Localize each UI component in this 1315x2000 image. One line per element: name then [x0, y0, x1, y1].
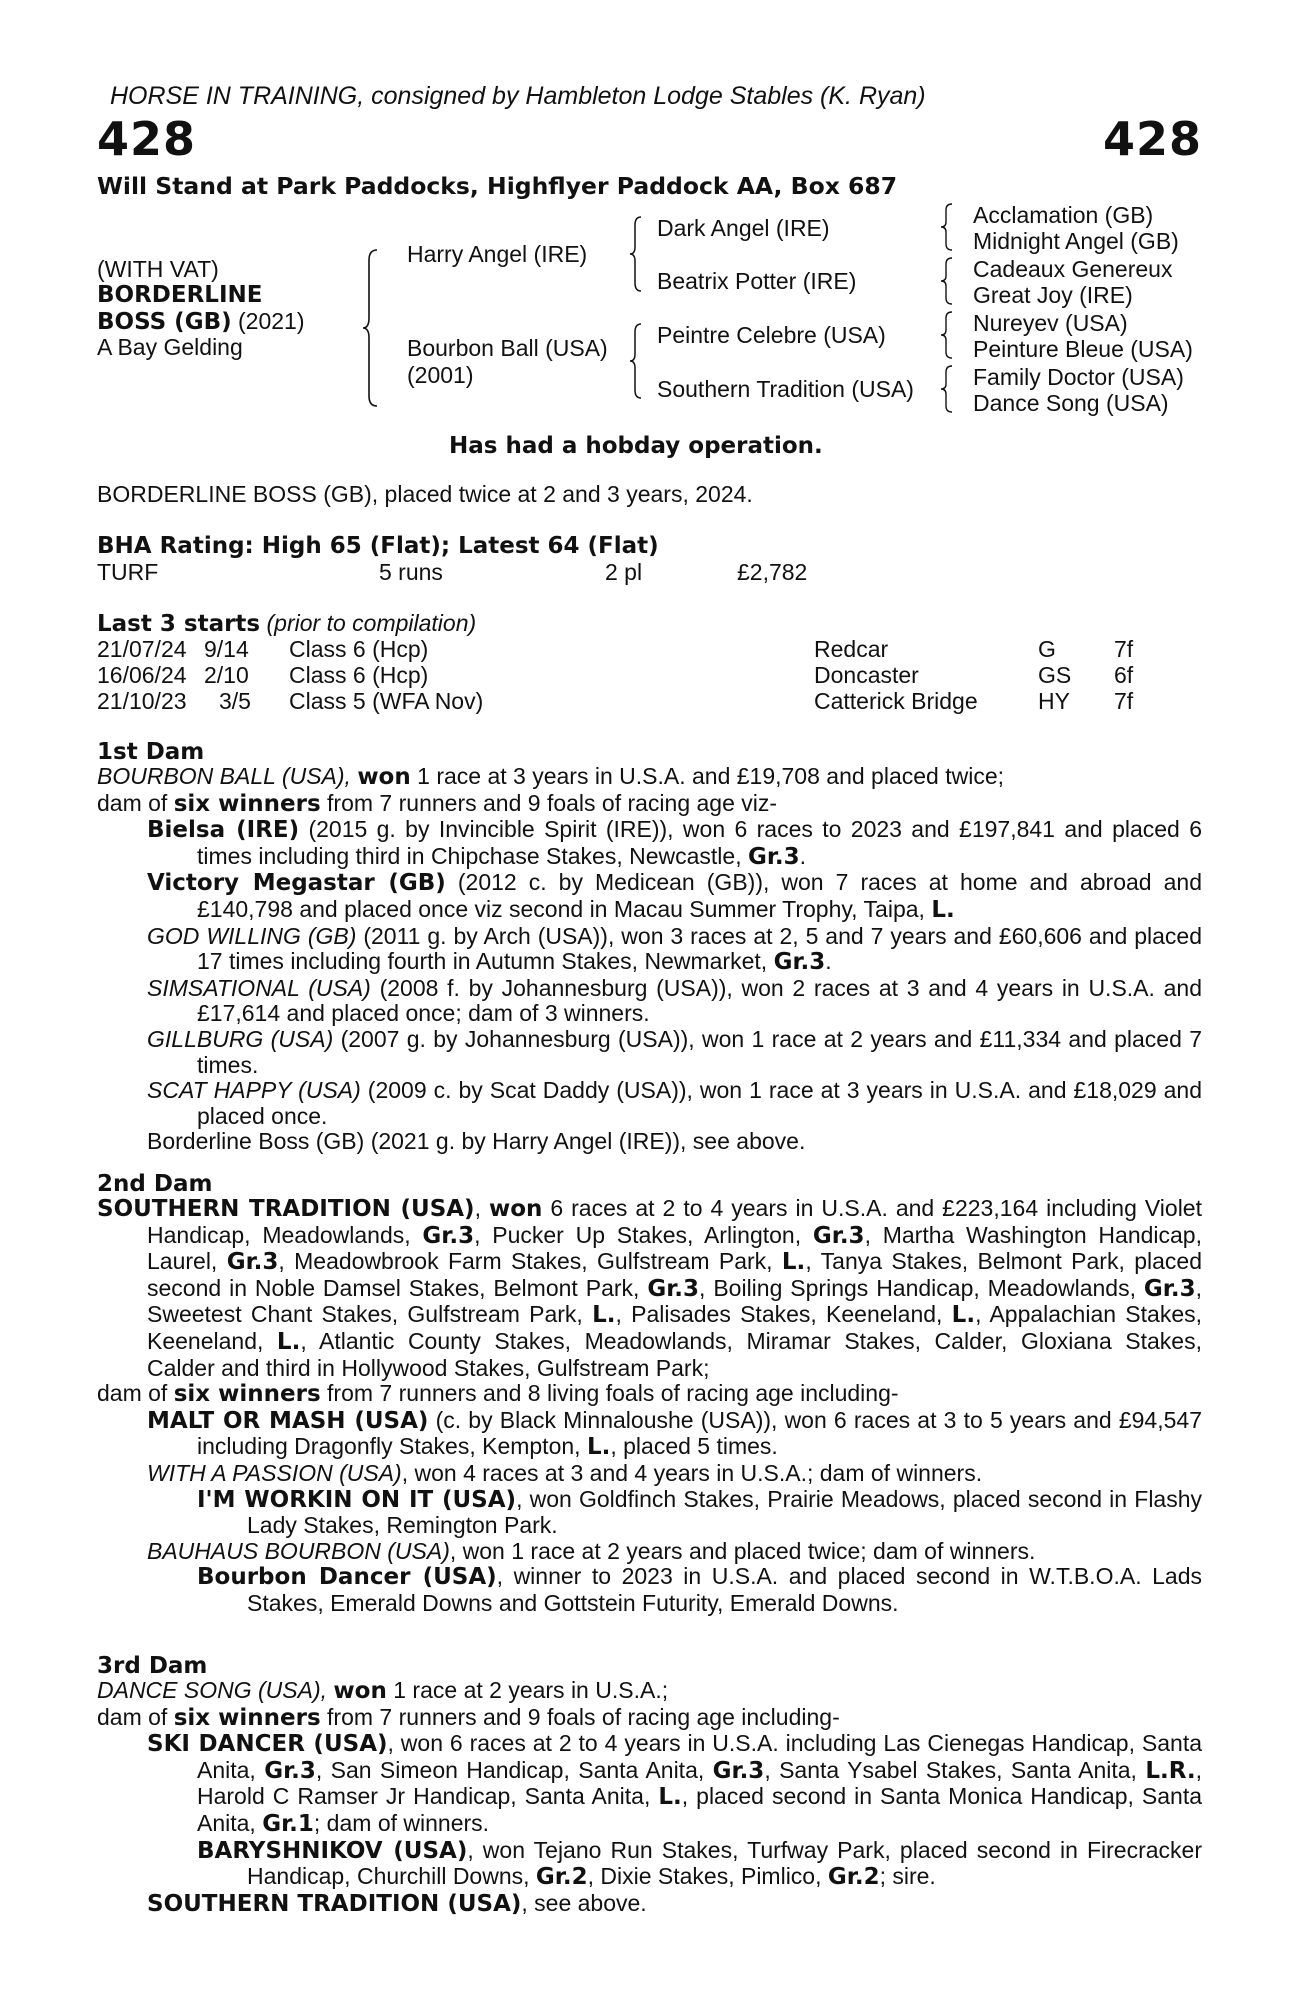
dam-year: (2001)	[407, 362, 474, 388]
produce-entry: SOUTHERN TRADITION (USA), see above.	[147, 1889, 647, 1917]
produce-entry: GOD WILLING (GB) (2011 g. by Arch (USA)), won 3 races at 2, 5 and 7 years and £60,606 and placed 17 times including fourth in Autumn Stakes, Newmarket, Gr.3.	[147, 922, 1202, 976]
second-dam-record: SOUTHERN TRADITION (USA), won 6 races at 2 to 4 years in U.S.A. and £223,164 including Violet Handicap, Meadowlands, Gr.3, Pucker Up Stakes, Arlington, Gr.3, Martha Washington Handicap, Laurel, Gr.3, Meadowbrook Farm Stakes, Gulfstream Park, L., Tanya Stakes, Belmont Park, placed second in Noble Damsel Stakes, Belmont Park, Gr.3, Boiling Springs Handicap, Meadowlands, Gr.3, Sweetest Chant Stakes, Gulfstream Park, L., Palisades Stakes, Keeneland, L., Appalachian Stakes, Keeneland, L., Atlantic County Stakes, Meadowlands, Miramar Stakes, Calder, Gloxiana Stakes, Calder and third in Hollywood Stakes, Gulfstream Park;	[97, 1195, 1202, 1381]
produce-entry: BARYSHNIKOV (USA), won Tejano Run Stakes, Turfway Park, placed second in Firecracker Handicap, Churchill Downs, Gr.2, Dixie Stakes, Pimlico, Gr.2; sire.	[197, 1836, 1202, 1891]
sire-name: Harry Angel (IRE)	[407, 241, 588, 267]
dam-dam-name: Southern Tradition (USA)	[657, 376, 914, 402]
lot-number-left: 428	[97, 112, 197, 166]
first-dam-body: BOURBON BALL (USA), won 1 race at 3 years in U.S.A. and £19,708 and placed twice; dam of six winners from 7 runners and 9 foals of racing age viz- Bielsa (IRE) (2015 g. by Invincible Spirit (IRE)), won 6 races to 2023 and £197,841 and placed 6 times including third in Chipchase Stakes, Newcastle, Gr.3. Victory Megastar (GB) (2012 c. by Medicean (GB)), won 7 races at home and abroad and £140,798 and placed once viz second in Macau Summer Trophy, Taipa, L. GOD WILLING (GB) (2011 g. by Arch (USA)), won 3 races at 2, 5 and 7 years and £60,606 and placed 17 times including fourth in Autumn Stakes, Newmarket, Gr.3. SIMSATIONAL (USA) (2008 f. by Johannesburg (USA)), won 2 races at 3 and 4 years in U.S.A. and £17,614 and placed once; dam of 3 winners. GILLBURG (USA) (2007 g. by Johannesburg (USA)), won 1 race at 2 years and £11,334 and placed 7 times. SCAT HAPPY (USA) (2009 c. by Scat Daddy (USA)), won 1 race at 3 years in U.S.A. and £18,029 and placed once. Borderline Boss (GB) (2021 g. by Harry Angel (IRE)), see above.	[97, 763, 1203, 1155]
brace-g2	[940, 256, 954, 306]
first-dam-heading: 1st Dam	[97, 739, 205, 765]
third-dam-body: DANCE SONG (USA), won 1 race at 2 years in U.S.A.; dam of six winners from 7 runners and 9 foals of racing age including- SKI DANCER (USA), won 6 races at 2 to 4 years in U.S.A. including Las Cienegas Handicap, Santa Anita, Gr.3, San Simeon Handicap, Santa Anita, Gr.3, Santa Ysabel Stakes, Santa Anita, L.R., Harold C Ramser Jr Handicap, Santa Anita, L., placed second in Santa Monica Handicap, Santa Anita, Gr.1; dam of winners. BARYSHNIKOV (USA), won Tejano Run Stakes, Turfway Park, placed second in Firecracker Handicap, Churchill Downs, Gr.2, Dixie Stakes, Pimlico, Gr.2; sire. SOUTHERN TRADITION (USA), see above.	[97, 1677, 1203, 1917]
granddam-1: Midnight Angel (GB)	[973, 228, 1179, 254]
sire-brace	[629, 215, 643, 293]
horse-name-line2	[97, 308, 305, 335]
horse-name-line1: BORDERLINE	[97, 282, 263, 308]
race-summary: BORDERLINE BOSS (GB), placed twice at 2 and 3 years, 2024.	[97, 481, 753, 507]
second-dam-heading: 2nd Dam	[97, 1171, 213, 1197]
produce-entry: WITH A PASSION (USA), won 4 races at 3 and 4 years in U.S.A.; dam of winners.	[147, 1459, 983, 1486]
grandsire-2: Cadeaux Genereux	[973, 256, 1173, 282]
surface: TURF	[97, 559, 159, 585]
lot-number-right: 428	[1102, 112, 1202, 166]
produce-entry: SKI DANCER (USA), won 6 races at 2 to 4 years in U.S.A. including Las Cienegas Handicap, Santa Anita, Gr.3, San Simeon Handicap, Santa Anita, Gr.3, Santa Ysabel Stakes, Santa Anita, L.R., Harold C Ramser Jr Handicap, Santa Anita, L., placed second in Santa Monica Handicap, Santa Anita, Gr.1; dam of winners.	[147, 1730, 1203, 1837]
grandsire-1: Acclamation (GB)	[973, 202, 1154, 228]
prize-money: £2,782	[737, 559, 808, 585]
produce-entry: Bielsa (IRE) (2015 g. by Invincible Spirit (IRE)), won 6 races to 2023 and £197,841 and placed 6 times including third in Chipchase Stakes, Newcastle, Gr.3.	[147, 816, 1202, 870]
dam-sire-name: Peintre Celebre (USA)	[657, 322, 886, 348]
sire-dam-name: Beatrix Potter (IRE)	[657, 268, 857, 294]
hobday-note: Has had a hobday operation.	[449, 433, 823, 459]
produce-entry: SCAT HAPPY (USA) (2009 c. by Scat Daddy (USA)), won 1 race at 3 years in U.S.A. and £18,029 and placed once.	[147, 1077, 1203, 1129]
brace-g4	[940, 364, 954, 414]
brace-g3	[940, 310, 954, 360]
dam-name: Bourbon Ball (USA)	[407, 335, 608, 361]
dam-brace	[629, 322, 643, 400]
runs-count: 5 runs	[379, 559, 443, 585]
granddam-3: Peinture Bleue (USA)	[973, 336, 1193, 362]
produce-entry: BAUHAUS BOURBON (USA), won 1 race at 2 years and placed twice; dam of winners.	[147, 1537, 1036, 1564]
grandsire-4: Family Doctor (USA)	[973, 364, 1184, 390]
horse-year: (2021)	[231, 308, 305, 334]
third-dam-heading: 3rd Dam	[97, 1653, 208, 1679]
brace-g1	[940, 202, 954, 252]
pedigree-brace-main	[365, 248, 381, 408]
produce-entry: GILLBURG (USA) (2007 g. by Johannesburg (USA)), won 1 race at 2 years and £11,334 and placed 7 times.	[147, 1025, 1202, 1078]
granddam-4: Dance Song (USA)	[973, 390, 1169, 416]
page-header: HORSE IN TRAINING, consigned by Hambleton Lodge Stables (K. Ryan)	[110, 82, 926, 110]
produce-entry: Borderline Boss (GB) (2021 g. by Harry Angel (IRE)), see above.	[147, 1128, 806, 1155]
stand-location: Will Stand at Park Paddocks, Highflyer Paddock AA, Box 687	[97, 172, 898, 200]
produce-entry: MALT OR MASH (USA) (c. by Black Minnaloushe (USA)), won 6 races at 3 to 5 years and £94,547 including Dragonfly Stakes, Kempton, L., placed 5 times.	[147, 1406, 1202, 1461]
produce-entry: SIMSATIONAL (USA) (2008 f. by Johannesburg (USA)), won 2 races at 3 and 4 years in U.S.A. and £17,614 and placed once; dam of 3 winners.	[147, 974, 1202, 1027]
grandsire-3: Nureyev (USA)	[973, 310, 1128, 336]
produce-entry: Bourbon Dancer (USA), winner to 2023 in U.S.A. and placed second in W.T.B.O.A. Lads Stakes, Emerald Downs and Gottstein Futurity, Emerald Downs.	[197, 1563, 1202, 1616]
produce-entry: I'M WORKIN ON IT (USA), won Goldfinch Stakes, Prairie Meadows, placed second in Flashy Lady Stakes, Remington Park.	[197, 1485, 1203, 1539]
sire-sire-name: Dark Angel (IRE)	[657, 215, 830, 241]
horse-description: A Bay Gelding	[97, 334, 243, 360]
second-dam-body: SOUTHERN TRADITION (USA), won 6 races at 2 to 4 years in U.S.A. and £223,164 including Violet Handicap, Meadowlands, Gr.3, Pucker Up Stakes, Arlington, Gr.3, Martha Washington Handicap, Laurel, Gr.3, Meadowbrook Farm Stakes, Gulfstream Park, L., Tanya Stakes, Belmont Park, placed second in Noble Damsel Stakes, Belmont Park, Gr.3, Boiling Springs Handicap, Meadowlands, Gr.3, Sweetest Chant Stakes, Gulfstream Park, L., Palisades Stakes, Keeneland, L., Appalachian Stakes, Keeneland, L., Atlantic County Stakes, Meadowlands, Miramar Stakes, Calder, Gloxiana Stakes, Calder and third in Hollywood Stakes, Gulfstream Park; dam of six winners from 7 runners and 8 living foals of racing age including- MALT OR MASH (USA) (c. by Black Minnaloushe (USA)), won 6 races at 3 to 5 years and £94,547 including Dragonfly Stakes, Kempton, L., placed 5 times. WITH A PASSION (USA), won 4 races at 3 and 4 years in U.S.A.; dam of winners. I'M WORKIN ON IT (USA), won Goldfinch Stakes, Prairie Meadows, placed second in Flashy Lady Stakes, Remington Park. BAUHAUS BOURBON (USA), won 1 race at 2 years and placed twice; dam of winners. Bourbon Dancer (USA), winner to 2023 in U.S.A. and placed second in W.T.B.O.A. Lads Stakes, Emerald Downs and Gottstein Futurity, Emerald Downs.	[97, 1195, 1203, 1616]
placed-count: 2 pl	[605, 559, 643, 585]
granddam-2: Great Joy (IRE)	[973, 282, 1133, 308]
produce-entry: Victory Megastar (GB) (2012 c. by Medicean (GB)), won 7 races at home and abroad and £140,798 and placed once viz second in Macau Summer Trophy, Taipa, L.	[147, 869, 1203, 923]
bha-rating: BHA Rating: High 65 (Flat); Latest 64 (Flat)	[97, 533, 659, 559]
last-starts-heading: Last 3 starts (prior to compilation)	[97, 610, 477, 637]
horse-name-bold: BOSS (GB)	[97, 309, 232, 335]
vat-note: (WITH VAT)	[97, 256, 219, 282]
